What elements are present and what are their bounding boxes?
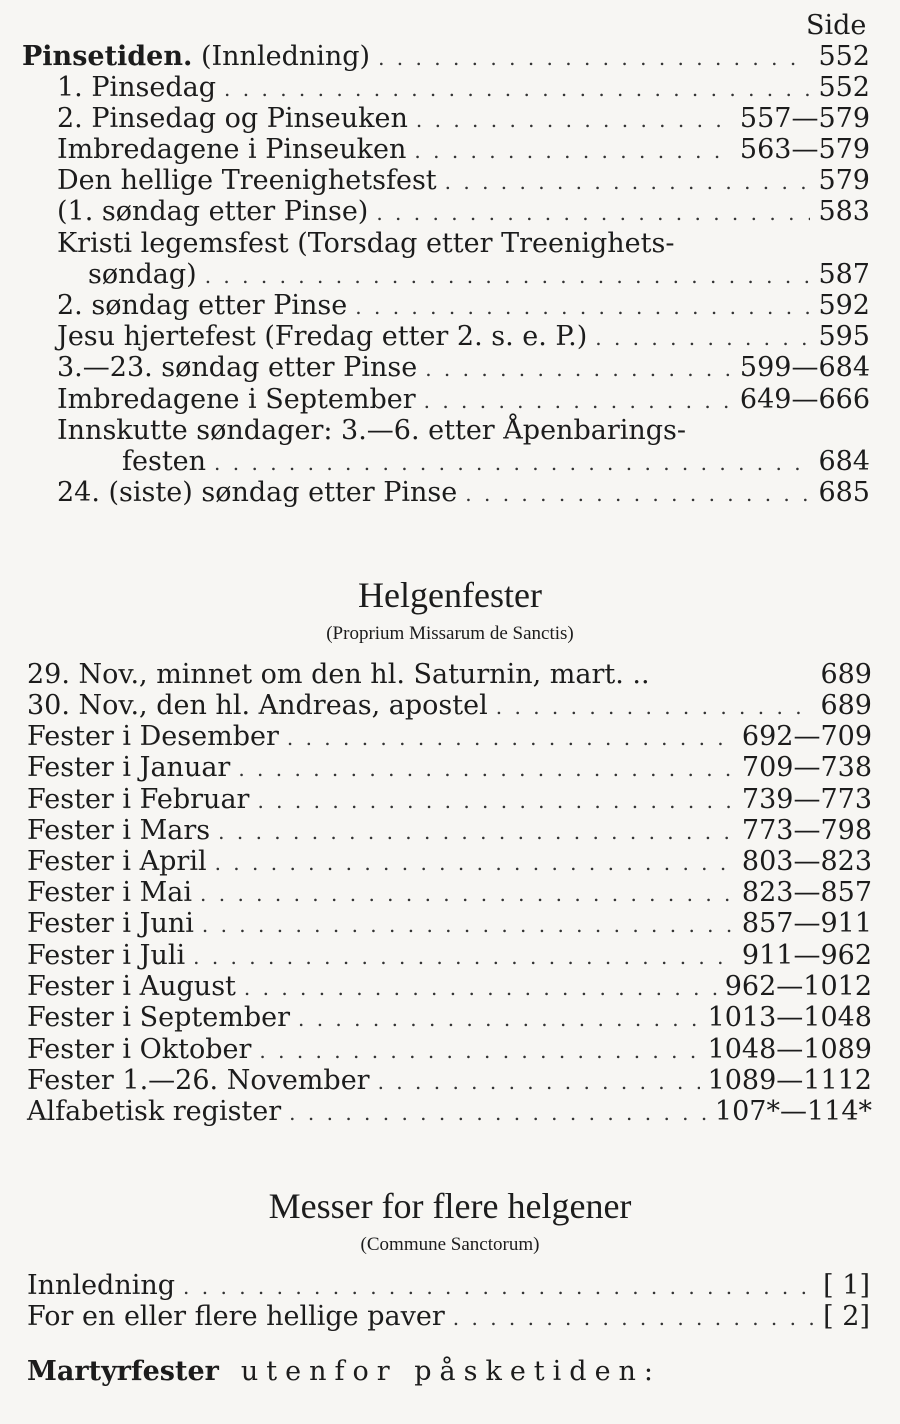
toc-entry (27, 1034, 872, 1065)
toc-entry (27, 1065, 872, 1096)
toc-entry-pinsetiden (22, 41, 870, 72)
entry-title: Fester i Desember (27, 721, 279, 752)
entry-title: Fester i Oktober (27, 1034, 252, 1065)
entry-title: Fester i April (27, 846, 207, 877)
page-number: 709—738 (741, 752, 872, 783)
toc-entry-continued (57, 228, 785, 259)
section-heading-messer: Messer for flere helgener (268, 1186, 632, 1226)
toc-entry (57, 196, 870, 227)
page-number: 1089—1112 (707, 1065, 872, 1096)
page-number: 689 (820, 659, 872, 690)
entry-title: Fester 1.—26. November (27, 1065, 370, 1096)
page-number: 1013—1048 (707, 1002, 872, 1033)
entry-title: Den hellige Treenighetsfest (57, 165, 437, 196)
leader-dots (424, 386, 732, 417)
toc-entry (27, 815, 872, 846)
entry-title: Fester i Februar (27, 784, 250, 815)
page-number: 692—709 (741, 721, 872, 752)
toc-entry (27, 1270, 870, 1301)
page-number: 857—911 (741, 908, 872, 939)
entry-title: Imbredagene i Pinseuken (57, 134, 407, 165)
leader-dots (259, 1036, 699, 1067)
toc-entry (27, 659, 872, 690)
page-number: 803—823 (741, 846, 872, 877)
page-number: 563—579 (739, 134, 870, 165)
leader-dots (378, 43, 810, 74)
section-subheading: (Proprium Missarum de Sanctis) (326, 623, 574, 644)
leader-dots (193, 942, 734, 973)
leader-dots (453, 1303, 815, 1334)
leader-dots (244, 973, 717, 1004)
toc-entry (27, 940, 872, 971)
entry-title: 2. søndag etter Pinse (57, 290, 348, 321)
page-number: 583 (818, 196, 870, 227)
leader-dots (200, 879, 734, 910)
page-number: 773—798 (741, 815, 872, 846)
entry-title: 24. (siste) søndag etter Pinse (57, 477, 458, 508)
toc-entry (27, 971, 872, 1002)
leader-dots (425, 354, 732, 385)
section-subheading: (Commune Sanctorum) (360, 1234, 540, 1255)
toc-entry (27, 1002, 872, 1033)
leader-dots (289, 1098, 707, 1129)
page-number: 739—773 (741, 784, 872, 815)
leader-dots (215, 848, 734, 879)
toc-entry (88, 259, 870, 290)
page-number: 579 (818, 165, 870, 196)
leader-dots (183, 1272, 815, 1303)
leader-dots (205, 261, 811, 292)
toc-entry (57, 165, 870, 196)
page-number: 557—579 (739, 103, 870, 134)
leader-dots (378, 1067, 700, 1098)
page-number: 107*—114* (714, 1096, 872, 1127)
entry-title: Fester i August (27, 971, 236, 1002)
leader-dots (257, 786, 733, 817)
page-number: 599—684 (739, 352, 870, 383)
leader-dots (595, 323, 810, 354)
entry-title: Jesu hjertefest (Fredag etter 2. s. e. P.) (57, 321, 588, 352)
entry-title: For en eller flere hellige paver (27, 1301, 445, 1332)
leader-dots (496, 692, 813, 723)
entry-title: 2. Pinsedag og Pinseuken (57, 103, 408, 134)
toc-entry (27, 908, 872, 939)
page-number: [ 1] (823, 1270, 870, 1301)
page-number: 911—962 (741, 940, 872, 971)
subsection-bold-title: Martyrfester (27, 1356, 219, 1387)
toc-entry (27, 784, 872, 815)
entry-title: (1. søndag etter Pinse) (57, 196, 369, 227)
entry-title: 29. Nov., minnet om den hl. Saturnin, mart. .. (27, 659, 650, 690)
leader-dots (416, 105, 732, 136)
leader-dots (238, 754, 734, 785)
page-number: 552 (818, 41, 870, 72)
page-number: [ 2] (823, 1301, 870, 1332)
toc-entry (122, 446, 870, 477)
entry-title: Imbredagene i September (57, 384, 416, 415)
entry-title: Fester i Januar (27, 752, 231, 783)
leader-dots (202, 910, 734, 941)
section-heading-helgenfester: Helgenfester (358, 575, 542, 615)
leader-dots (465, 479, 810, 510)
toc-entry (57, 384, 870, 415)
toc-entry (27, 752, 872, 783)
entry-title: 30. Nov., den hl. Andreas, apostel (27, 690, 488, 721)
toc-entry (57, 321, 870, 352)
toc-entry (57, 72, 870, 103)
leader-dots (414, 136, 732, 167)
entry-title: festen (122, 446, 207, 477)
toc-entry (27, 1096, 872, 1127)
toc-entry (57, 290, 870, 321)
toc-entry (27, 877, 872, 908)
page-number: 823—857 (741, 877, 872, 908)
entry-title: (Innledning) (192, 41, 371, 72)
entry-title: Fester i Mai (27, 877, 193, 908)
leader-dots (298, 1004, 700, 1035)
entry-title: søndag) (88, 259, 197, 290)
page-number: 685 (818, 477, 870, 508)
entry-title: Alfabetisk register (27, 1096, 282, 1127)
entry-title: Fester i Juni (27, 908, 194, 939)
page-number: 689 (820, 690, 872, 721)
page-number: 1048—1089 (707, 1034, 872, 1065)
page-number: 552 (818, 72, 870, 103)
entry-bold-title: Pinsetiden. (22, 41, 193, 72)
leader-dots (218, 817, 734, 848)
leader-dots (287, 723, 734, 754)
entry-title: Kristi legemsfest (Torsdag etter Treenighets- (57, 228, 675, 259)
subsection-spaced-title: utenfor påsketiden: (240, 1356, 662, 1387)
leader-dots (214, 448, 810, 479)
toc-entry (27, 721, 872, 752)
page-number: 962—1012 (724, 971, 872, 1002)
page-number: 592 (818, 290, 870, 321)
toc-entry (27, 846, 872, 877)
toc-entry (57, 134, 870, 165)
leader-dots (376, 198, 810, 229)
subsection-heading-martyrfester (27, 1356, 661, 1387)
leader-dots (355, 292, 810, 323)
leader-dots (445, 167, 811, 198)
toc-entry (27, 690, 872, 721)
entry-title: 1. Pinsedag (57, 72, 217, 103)
entry-title: 3.—23. søndag etter Pinse (57, 352, 418, 383)
page-number: 595 (818, 321, 870, 352)
entry-title: Innledning (27, 1270, 176, 1301)
toc-entry (57, 103, 870, 134)
leader-dots (224, 74, 810, 105)
entry-title: Innskutte søndager: 3.—6. etter Åpenbarings- (57, 415, 687, 446)
entry-title: Fester i Juli (27, 940, 186, 971)
page-number: 587 (818, 259, 870, 290)
page-number: 684 (818, 446, 870, 477)
entry-title: Fester i Mars (27, 815, 211, 846)
side-column-header: Side (806, 10, 867, 41)
toc-entry-continued (57, 415, 785, 446)
toc-entry (57, 477, 870, 508)
toc-entry (27, 1301, 870, 1332)
toc-entry (57, 352, 870, 383)
page-number: 649—666 (739, 384, 870, 415)
entry-title: Fester i September (27, 1002, 290, 1033)
